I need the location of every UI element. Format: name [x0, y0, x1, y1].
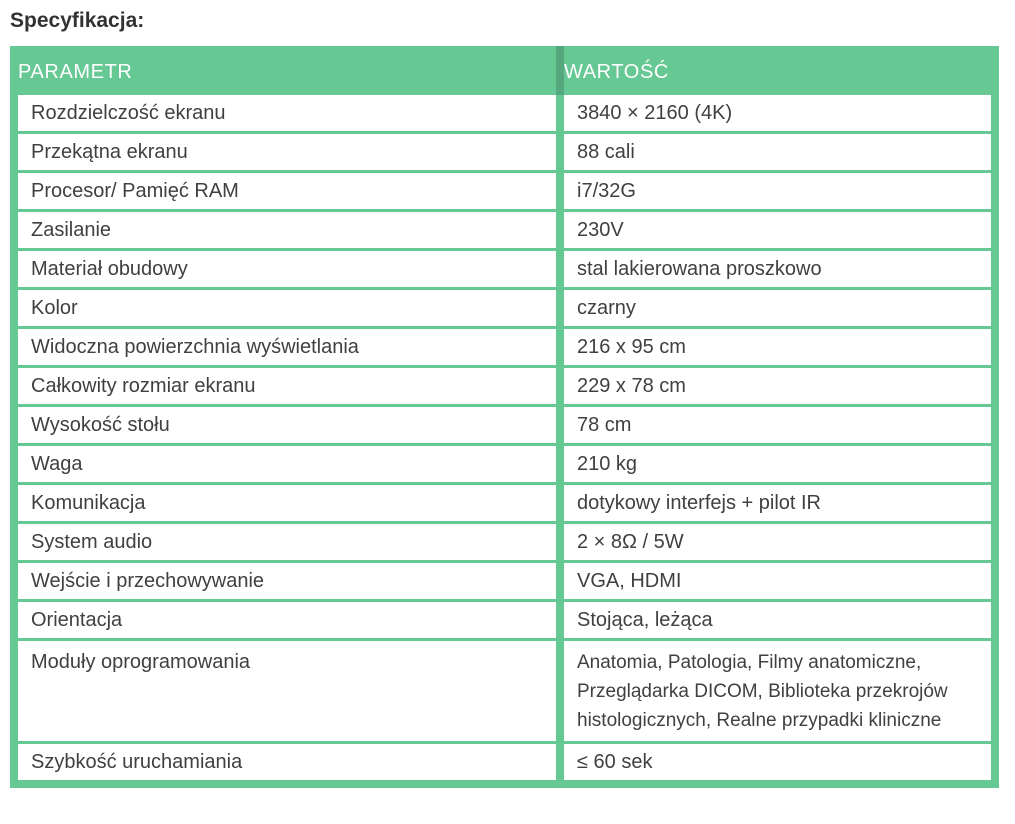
table-row: [14, 639, 995, 742]
spec-table-header: [14, 50, 995, 93]
value-cell: stal lakierowana proszkowo: [560, 249, 995, 288]
table-row: [14, 444, 995, 483]
parameter-cell: Waga: [14, 444, 560, 483]
spec-table-body: [14, 93, 995, 784]
value-cell: 230V: [560, 210, 995, 249]
parameter-cell: Kolor: [14, 288, 560, 327]
table-row: [14, 93, 995, 132]
table-row: [14, 210, 995, 249]
parameter-cell: Wejście i przechowywanie: [14, 561, 560, 600]
value-cell: 88 cali: [560, 132, 995, 171]
table-row: [14, 600, 995, 639]
parameter-cell: Rozdzielczość ekranu: [14, 93, 560, 132]
table-row: [14, 132, 995, 171]
parameter-cell: Zasilanie: [14, 210, 560, 249]
parameter-cell: Orientacja: [14, 600, 560, 639]
table-row: [14, 366, 995, 405]
value-cell: Anatomia, Patologia, Filmy anatomiczne, Przeglądarka DICOM, Biblioteka przekrojów histologicznych, Realne przypadki kliniczne: [560, 639, 995, 742]
value-cell: i7/32G: [560, 171, 995, 210]
value-cell: 78 cm: [560, 405, 995, 444]
table-row: [14, 171, 995, 210]
parameter-cell: Widoczna powierzchnia wyświetlania: [14, 327, 560, 366]
table-row: [14, 561, 995, 600]
table-row: [14, 522, 995, 561]
header-row: [14, 50, 995, 93]
table-row: [14, 327, 995, 366]
parameter-cell: Komunikacja: [14, 483, 560, 522]
parameter-cell: Moduły oprogramowania: [14, 639, 560, 742]
value-cell: 229 x 78 cm: [560, 366, 995, 405]
parameter-cell: Całkowity rozmiar ekranu: [14, 366, 560, 405]
parameter-cell: Materiał obudowy: [14, 249, 560, 288]
col-header-parameter: PARAMETR: [14, 50, 560, 93]
value-cell: dotykowy interfejs + pilot IR: [560, 483, 995, 522]
value-cell: 2 × 8Ω / 5W: [560, 522, 995, 561]
table-row: [14, 742, 995, 784]
table-row: [14, 288, 995, 327]
value-cell: czarny: [560, 288, 995, 327]
value-cell: 216 x 95 cm: [560, 327, 995, 366]
page-title: Specyfikacja:: [10, 9, 145, 32]
value-cell: VGA, HDMI: [560, 561, 995, 600]
table-row: [14, 483, 995, 522]
parameter-cell: System audio: [14, 522, 560, 561]
value-cell: 210 kg: [560, 444, 995, 483]
table-row: [14, 249, 995, 288]
parameter-cell: Procesor/ Pamięć RAM: [14, 171, 560, 210]
parameter-cell: Szybkość uruchamiania: [14, 742, 560, 784]
spec-table: [10, 46, 999, 788]
value-cell: Stojąca, leżąca: [560, 600, 995, 639]
col-header-value: WARTOŚĆ: [560, 50, 995, 93]
value-cell: ≤ 60 sek: [560, 742, 995, 784]
table-row: [14, 405, 995, 444]
parameter-cell: Przekątna ekranu: [14, 132, 560, 171]
value-cell: 3840 × 2160 (4K): [560, 93, 995, 132]
parameter-cell: Wysokość stołu: [14, 405, 560, 444]
